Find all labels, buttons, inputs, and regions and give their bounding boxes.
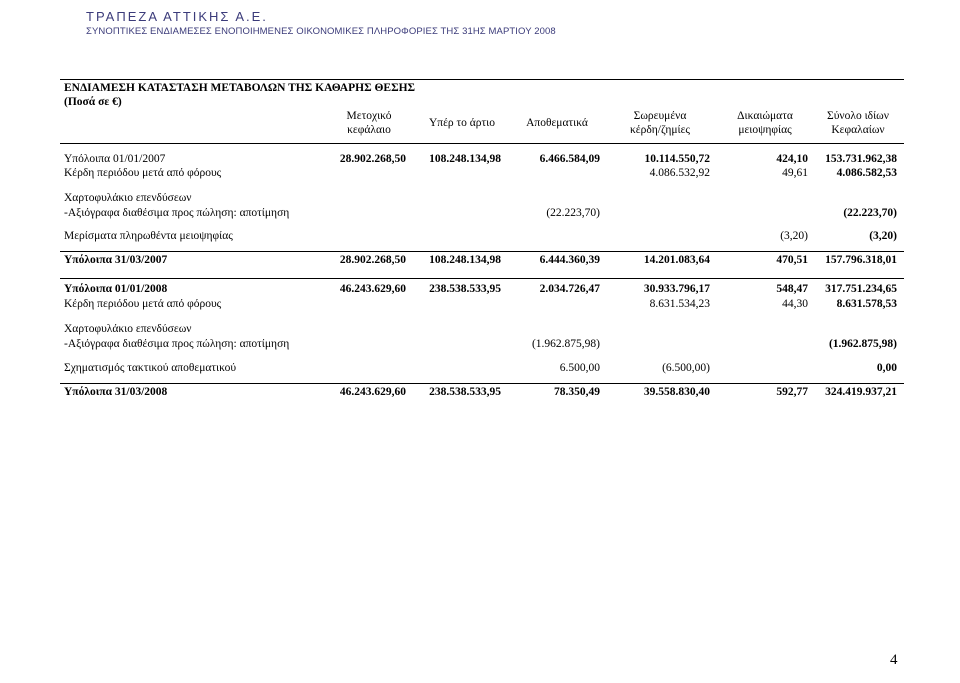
- col-header-line: Κεφαλαίων: [831, 124, 885, 136]
- col-header-minority-interests: [737, 109, 793, 137]
- cell-retained-earnings: 14.201.083,64: [643, 254, 710, 266]
- cell-share-capital: 46.243.629,60: [339, 386, 406, 398]
- row-label: Χαρτοφυλάκιο επενδύσεων: [64, 192, 192, 204]
- row-label: Σχηματισμός τακτικού αποθεματικού: [64, 362, 237, 374]
- row-label: Χαρτοφυλάκιο επενδύσεων: [64, 323, 192, 335]
- rule-top: [60, 79, 904, 80]
- cell-retained-earnings: 30.933.796,17: [643, 283, 710, 295]
- cell-total-equity: 324.419.937,21: [825, 386, 897, 398]
- cell-share-capital: 28.902.268,50: [339, 153, 406, 165]
- row-label: Υπόλοιπα 01/01/2008: [64, 283, 168, 295]
- col-header-reserves: Αποθεματικά: [526, 117, 588, 129]
- cell-minority-interests: 44,30: [782, 298, 808, 310]
- cell-reserves: (22.223,70): [546, 207, 600, 219]
- cell-total-equity: (1.962.875,98): [828, 338, 897, 350]
- cell-reserves: 78.350,49: [554, 386, 600, 398]
- cell-retained-earnings: 4.086.532,92: [649, 167, 710, 179]
- cell-reserves: (1.962.875,98): [531, 338, 600, 350]
- rule-2008-start: [60, 278, 904, 279]
- cell-total-equity: 157.796.318,01: [825, 254, 897, 266]
- row-label: Κέρδη περιόδου μετά από φόρους: [64, 167, 222, 179]
- cell-reserves: 6.500,00: [559, 362, 600, 374]
- cell-total-equity: 153.731.962,38: [825, 153, 897, 165]
- col-header-line: μειοψηφίας: [738, 124, 792, 136]
- col-header-line: Σύνολο ιδίων: [827, 110, 889, 122]
- document-subtitle: ΣΥΝΟΠΤΙΚΕΣ ΕΝΔΙΑΜΕΣΕΣ ΕΝΟΠΟΙΗΜΕΝΕΣ ΟΙΚΟΝΟΜΙΚΕΣ ΠΛΗΡΟΦΟΡΙΕΣ ΤΗΣ 31ΗΣ ΜΑΡΤΙΟΥ 2008: [86, 26, 556, 37]
- cell-total-equity: 4.086.582,53: [836, 167, 897, 179]
- cell-reserves: 2.034.726,47: [539, 283, 600, 295]
- row-label: Υπόλοιπα 31/03/2008: [64, 386, 168, 398]
- col-header-share-premium: Υπέρ το άρτιο: [428, 117, 496, 129]
- col-header-line: Σωρευμένα: [633, 110, 687, 122]
- bank-name: ΤΡΑΠΕΖΑ ΑΤΤΙΚΗΣ Α.Ε.: [86, 9, 268, 24]
- cell-share-capital: 46.243.629,60: [339, 283, 406, 295]
- row-label: -Αξιόγραφα διαθέσιμα προς πώληση: αποτίμηση: [64, 207, 290, 219]
- rule-2007-balance: [60, 251, 904, 252]
- col-header-line: κεφάλαιο: [347, 124, 391, 136]
- col-header-line: κέρδη/ζημίες: [630, 124, 690, 136]
- cell-minority-interests: 49,61: [782, 167, 808, 179]
- col-header-line: Μετοχικό: [346, 110, 392, 122]
- cell-total-equity: 317.751.234,65: [825, 283, 897, 295]
- cell-share-capital: 28.902.268,50: [339, 254, 406, 266]
- cell-share-premium: 238.538.533,95: [429, 283, 501, 295]
- statement-title: ΕΝΔΙΑΜΕΣΗ ΚΑΤΑΣΤΑΣΗ ΜΕΤΑΒΟΛΩΝ ΤΗΣ ΚΑΘΑΡΗΣ ΘΕΣΗΣ: [64, 82, 416, 94]
- cell-reserves: 6.444.360,39: [539, 254, 600, 266]
- cell-total-equity: 0,00: [876, 362, 897, 374]
- rule-2008-balance: [60, 383, 904, 384]
- cell-share-premium: 108.248.134,98: [429, 254, 501, 266]
- cell-minority-interests: 424,10: [776, 153, 808, 165]
- col-header-share-capital: [347, 109, 392, 137]
- row-label: Υπόλοιπα 31/03/2007: [64, 254, 168, 266]
- row-label: Μερίσματα πληρωθέντα μειοψηφίας: [64, 230, 233, 242]
- rule-under-headers: [60, 143, 904, 144]
- cell-minority-interests: 592,77: [776, 386, 808, 398]
- page-number: 4: [890, 652, 898, 668]
- col-header-line: Δικαιώματα: [737, 110, 793, 122]
- cell-retained-earnings: 10.114.550,72: [644, 153, 710, 165]
- cell-retained-earnings: (6.500,00): [662, 362, 710, 374]
- cell-retained-earnings: 8.631.534,23: [649, 298, 710, 310]
- row-label: -Αξιόγραφα διαθέσιμα προς πώληση: αποτίμηση: [64, 338, 290, 350]
- row-label: Κέρδη περιόδου μετά από φόρους: [64, 298, 222, 310]
- cell-minority-interests: 548,47: [776, 283, 808, 295]
- cell-minority-interests: (3,20): [780, 230, 808, 242]
- cell-share-premium: 238.538.533,95: [429, 386, 501, 398]
- cell-reserves: 6.466.584,09: [539, 153, 600, 165]
- row-label: Υπόλοιπα 01/01/2007: [64, 153, 166, 165]
- cell-total-equity: (22.223,70): [843, 207, 897, 219]
- cell-retained-earnings: 39.558.830,40: [643, 386, 710, 398]
- cell-share-premium: 108.248.134,98: [429, 153, 501, 165]
- cell-minority-interests: 470,51: [776, 254, 808, 266]
- cell-total-equity: (3,20): [869, 230, 897, 242]
- cell-total-equity: 8.631.578,53: [836, 298, 897, 310]
- col-header-total-equity: [827, 109, 889, 137]
- currency-note: (Ποσά σε €): [64, 96, 122, 108]
- col-header-retained-earnings: [630, 109, 690, 137]
